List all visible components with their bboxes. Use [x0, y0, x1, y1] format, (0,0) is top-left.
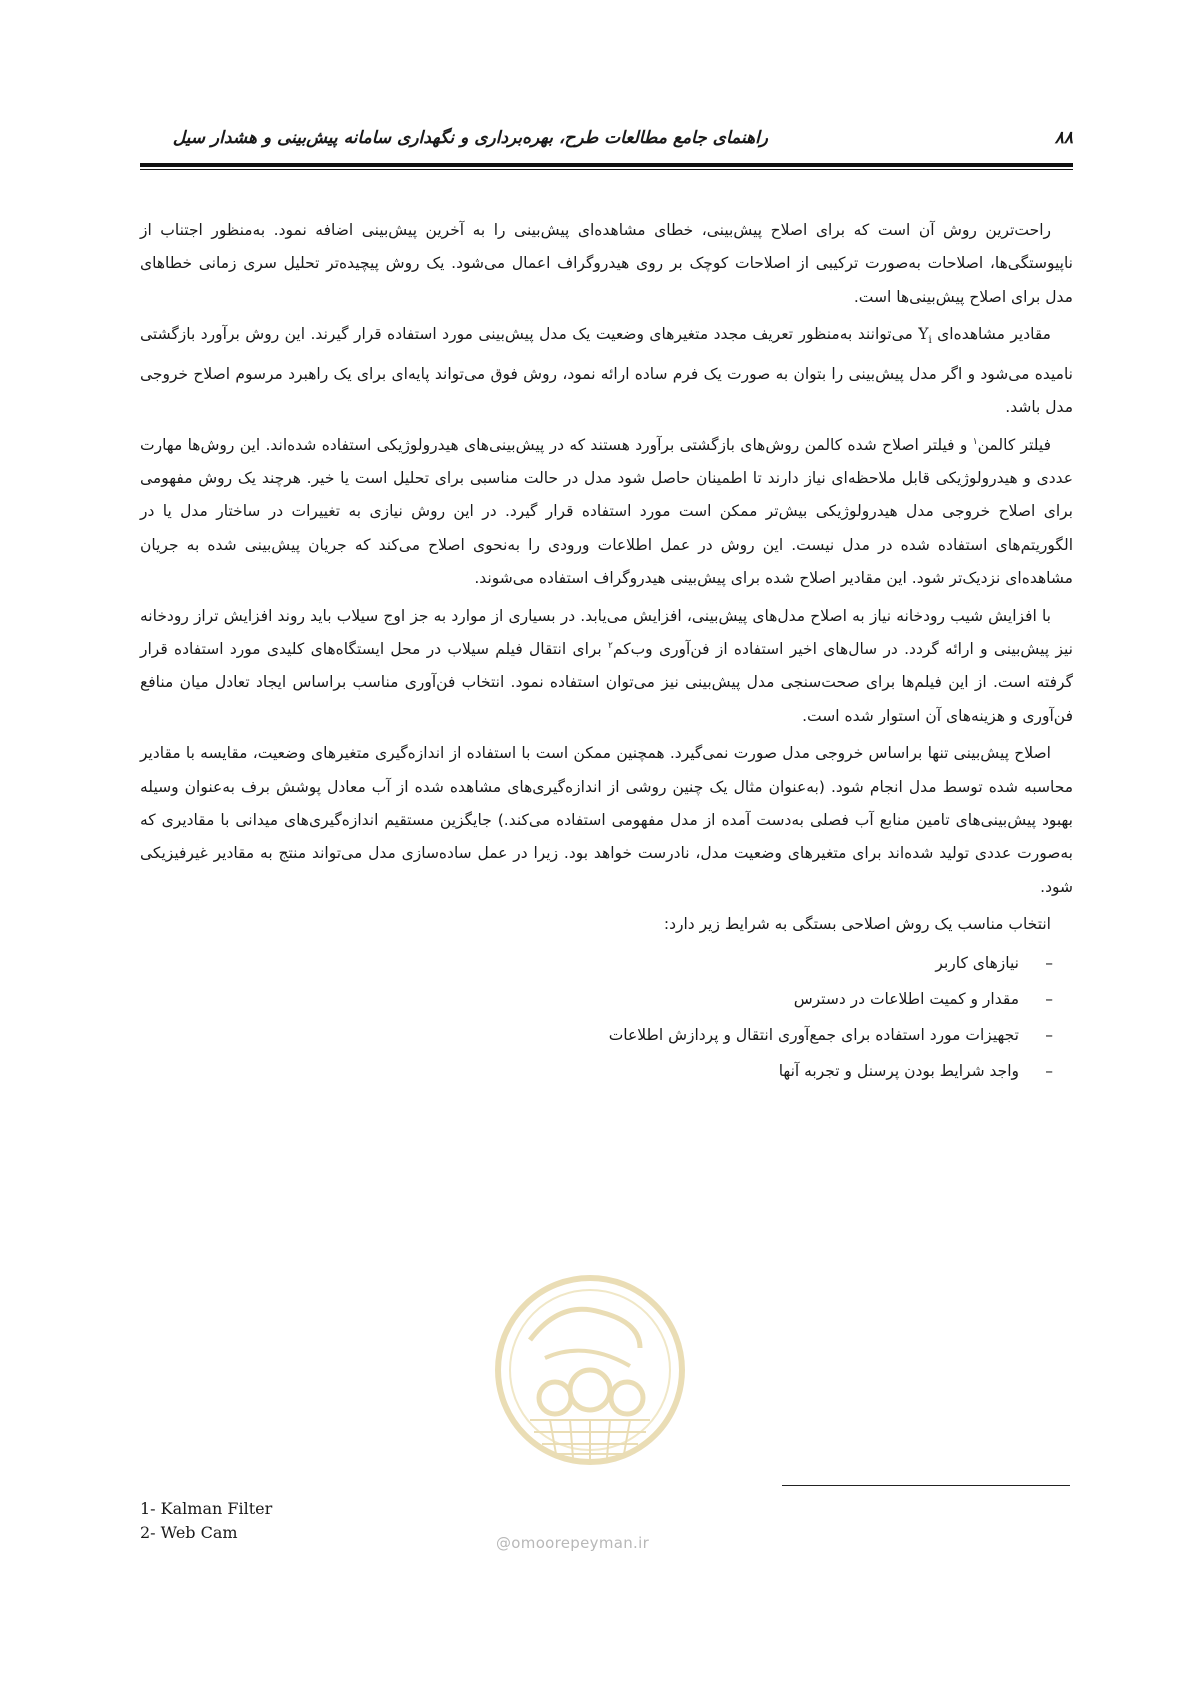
conditions-list: [140, 946, 1073, 1090]
running-title: راهنمای جامع مطالعات طرح، بهره‌برداری و نگهداری سامانه پیش‌بینی و هشدار سیل: [172, 128, 768, 148]
symbol-yi-subscript: i: [928, 335, 932, 347]
list-dash: –: [1045, 953, 1053, 972]
paragraph-3-start: فیلتر کالمن: [977, 435, 1051, 454]
list-item: [140, 1018, 1053, 1054]
paragraph-2-rest: می‌توانند به‌منظور تعریف مجدد متغیرهای وضعیت یک مدل پیش‌بینی مورد استفاده قرار گیرند. این روش برآورد بازگشتی نامیده می‌شود و اگر مدل پیش‌بینی را بتوان به صورت یک فرم ساده ارائه نمود، روش فوق می‌تواند پایه‌ای برای یک راهبرد مرسوم اصلاح خروجی مدل باشد.: [140, 325, 1073, 417]
watermark-logo: [490, 1270, 690, 1510]
list-item: [140, 946, 1053, 982]
paragraph-1: راحت‌ترین روش آن است که برای اصلاح پیش‌بینی، خطای مشاهده‌ای پیش‌بینی را به آخرین پیش‌بینی اضافه نمود. به‌منظور اجتناب از ناپیوستگی‌ها، اصلاحات به‌صورت ترکیبی از اصلاحات کوچک بر روی هیدروگراف اعمال می‌شود. یک روش پیچیده‌تر تحلیل سری زمانی خطاهای مدل برای اصلاح پیش‌بینی‌ها است.: [140, 221, 1073, 306]
paragraph-6: انتخاب مناسب یک روش اصلاحی بستگی به شرایط زیر دارد:: [663, 915, 1051, 934]
list-item: [140, 982, 1053, 1018]
paragraph-3-rest: و فیلتر اصلاح شده کالمن روش‌های بازگشتی برآورد هستند که در پیش‌بینی‌های هیدرولوژیکی استفاده شده‌اند. این روش‌ها مهارت عددی و هیدرولوژیکی قابل ملاحظه‌ای نیاز دارند تا اطمینان حاصل شود مدل در حالت مناسبی برای تحلیل است یا خیر. هرچند یک روش مفهومی برای اصلاح خروجی مدل هیدرولوژیکی بیش‌تر ممکن است مورد استفاده قرار گیرد. در این روش نیازی به تغییرات در ساختار مدل یا در الگوریتم‌های استفاده شده در مدل نیست. این روش در عمل اطلاعات ورودی را به‌نحوی اصلاح می‌کند که جریان پیش‌بینی شده به جریان مشاهده‌ای نزدیک‌تر شود. این مقادیر اصلاح شده برای پیش‌بینی هیدروگراف استفاده می‌شوند.: [140, 435, 1073, 588]
paragraph-4-rest: برای انتقال فیلم سیلاب در محل ایستگاه‌های کلیدی مورد استفاده قرار گرفته است. از این فیلم‌ها برای صحت‌سنجی مدل پیش‌بینی نیز می‌توان استفاده نمود. انتخاب فن‌آوری مناسب براساس ایجاد تعادل میان منافع فن‌آوری و هزینه‌های آن استوار شده است.: [140, 639, 1073, 725]
list-item-text: نیازهای کاربر: [935, 953, 1019, 972]
running-header: [140, 128, 1073, 156]
page-number: ۸۸: [1054, 128, 1073, 148]
symbol-yi: $Y_i$: [918, 325, 932, 347]
footnote-1: 1- Kalman Filter: [140, 1499, 273, 1518]
list-dash: –: [1045, 1061, 1053, 1080]
paragraph-4-start: با افزایش شیب رودخانه نیاز به اصلاح مدل‌های پیش‌بینی، افزایش می‌یابد. در بسیاری از موارد به جز اوج سیلاب باید روند افزایش تراز رودخانه نیز پیش‌بینی و ارائه گردد. در سال‌های اخیر استفاده از فن‌آوری وب‌کم: [140, 606, 1073, 658]
footnote-ref-2: ۲: [608, 640, 613, 651]
list-item-text: تجهیزات مورد استفاده برای جمع‌آوری انتقال و پردازش اطلاعات: [608, 1025, 1019, 1044]
list-item-text: واجد شرایط بودن پرسنل و تجربه آنها: [778, 1061, 1019, 1080]
list-item-text: مقدار و کمیت اطلاعات در دسترس: [793, 989, 1019, 1008]
footnote-2: 2- Web Cam: [140, 1523, 238, 1542]
list-dash: –: [1045, 989, 1053, 1008]
footnote-rule: [782, 1485, 1070, 1486]
paragraph-3: [140, 429, 1073, 596]
paragraph-2-start: مقادیر مشاهده‌ای: [937, 325, 1051, 344]
list-dash: –: [1045, 1025, 1053, 1044]
header-rule-thick: [140, 163, 1073, 167]
footnotes: [140, 1497, 272, 1545]
list-item: [140, 1054, 1053, 1090]
paragraph-5: اصلاح پیش‌بینی تنها براساس خروجی مدل صورت نمی‌گیرد. همچنین ممکن است با استفاده از اندازه‌گیری متغیرهای وضعیت، مقایسه با مقادیر محاسبه شده توسط مدل انجام شود. (به‌عنوان مثال یک چنین روشی از اندازه‌گیری‌های مشاهده شده از آب معادل پوشش برف به‌عنوان وسیله بهبود پیش‌بینی‌های تامین منابع آب فصلی به‌دست آمده از مدل مفهومی استفاده می‌کند.) جایگزین مستقیم اندازه‌گیری‌های میدانی با مقادیری که به‌صورت عددی تولید شده‌اند برای متغیرهای وضعیت مدل، نادرست خواهد بود. زیرا در عمل ساده‌سازی مدل می‌تواند منتج به مقادیر غیرفیزیکی شود.: [140, 744, 1073, 896]
footnote-ref-1: ۱: [972, 436, 978, 447]
paragraph-4: [140, 600, 1073, 734]
header-rule-thin: [140, 169, 1073, 170]
body-text: [140, 214, 1073, 1090]
paragraph-2: [140, 318, 1073, 424]
watermark-url: @omoorepeyman.ir: [496, 1534, 650, 1552]
